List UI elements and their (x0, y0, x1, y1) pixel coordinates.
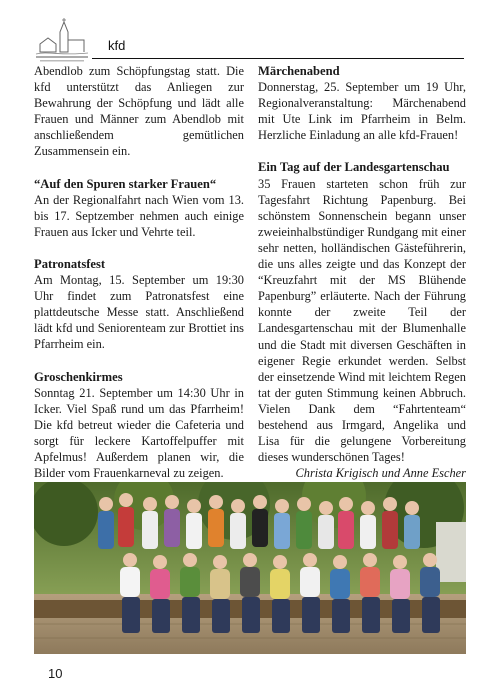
left-column (34, 63, 244, 481)
section-body: Am Montag, 15. September um 19:30 Uhr findet zum Patronatsfest eine plattdeutsche Messe statt. Anschließend lädt kfd und Seniorenteam zur Brottiet ins Pfarrheim ein. (34, 273, 244, 352)
section-body: Donnerstag, 25. September um 19 Uhr, Regionalveranstaltung: Märchenabend mit Ute Link im Pfarrheim in Belm. Herzliche Einladung an alle kfd-Frauen! (258, 80, 466, 143)
right-column (258, 63, 466, 481)
section-body: Sonntag 21. September um 14:30 Uhr in Icker. Viel Spaß rund um das Pfarrheim! Die kfd betreut wieder die Cafeteria und sorgt für leckere Kartoffelpuffer mit Apfelmus! Außerdem planen wir, die Bilder vom Frauenkarneval zu zeigen. (34, 385, 244, 481)
church-logo-icon (34, 18, 90, 64)
group-photo (34, 482, 466, 654)
signature: Christa Krigisch und Anne Escher (295, 466, 466, 481)
section-heading: Ein Tag auf der Landesgartenschau (258, 160, 450, 175)
intro-paragraph: Abendlob zum Schöpfungstag statt. Die kfd unterstützt das Anliegen zur Bewahrung der Schöpfung und lädt alle Frauen und Männer zum Abendlob mit anschließendem gemütlichen Zusammensein ein. (34, 64, 244, 159)
section-heading: Groschenkirmes (34, 369, 123, 384)
section-heading: Patronatsfest (34, 256, 106, 271)
group-photo-icon (34, 482, 466, 654)
page-header (0, 0, 495, 70)
header-rule (92, 58, 464, 59)
section-heading: “Auf den Spuren starker Frauen“ (34, 176, 217, 191)
section-heading: Märchenabend (258, 64, 340, 78)
section-body: An der Regionalfahrt nach Wien vom 13. bis 17. Septzember nehmen auch einige Frauen aus Icker und Vehrte teil. (34, 192, 244, 239)
section-body: 35 Frauen starteten schon früh zur Tagesfahrt Richtung Papenburg. Bei schönstem Sonnenschein begann unser zweieinhalbstündiger Rundgang mit einer sehr netten, holländischen Gästeführerin, die uns alles zeigte und das Konzept der “Kreuzfahrt mit der MS Blühende Papenburg” erläuterte. Nach der Führung konnte der zweite Teil der Landesgartenschau mit der Blumenhalle und die Stadt mit diversen Geschäften in eigener Regie erkundet werden. Selbst der einsetzende Wind mit leichtem Regen tat der guten Stimmung keinen Abbruch. Vielen Dank dem “Fahrtenteam“ bestehend aus Irmgard, Angelika und Lisa für die gelungene Vorbereitung dieses wunderschönen Tages! (258, 176, 466, 465)
header-title: kfd (108, 38, 126, 53)
page-number: 10 (48, 666, 63, 681)
